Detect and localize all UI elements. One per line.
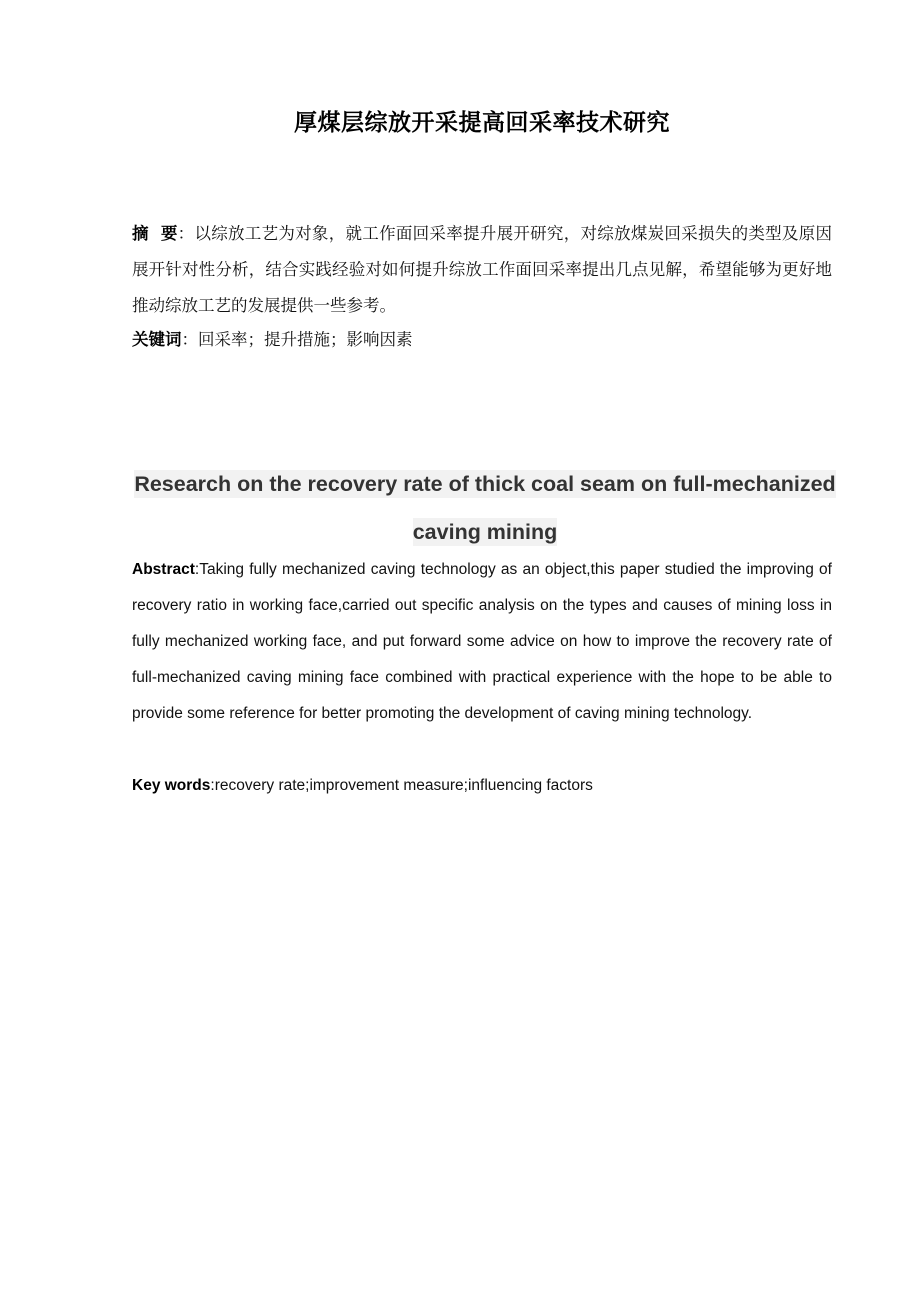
english-keywords (132, 768, 832, 804)
english-title (132, 460, 838, 556)
chinese-abstract-text: 以综放工艺为对象，就工作面回采率提升展开研究，对综放煤炭回采损失的类型及原因展开针对性分析，结合实践经验对如何提升综放工作面回采率提出几点见解，希望能够为更好地推动综放工艺的发展提供一些参考。 (132, 224, 833, 315)
chinese-title: 厚煤层综放开采提高回采率技术研究 (294, 110, 670, 136)
chinese-keywords-label: 关键词 (132, 330, 182, 349)
chinese-keywords-separator: ： (181, 330, 198, 349)
english-abstract-label: Abstract (132, 561, 195, 578)
english-title-line-1: Research on the recovery rate of thick coal seam on full-mechanized (134, 472, 836, 496)
english-keywords-text: :recovery rate;improvement measure;influencing factors (210, 777, 593, 794)
english-abstract-text: :Taking fully mechanized caving technology as an object,this paper studied the improving of recovery ratio in working face,carried out specific analysis on the types and causes of mining loss in fully mechanized working face, and put forward some advice on how to improve the recovery rate of full-mechanized caving mining face combined with practical experience with the hope to be able to provide some reference for better promoting the development of caving mining technology. (132, 561, 832, 722)
english-keywords-label: Key words (132, 777, 211, 794)
chinese-abstract-label: 摘 要 (132, 224, 178, 243)
english-abstract (132, 552, 832, 732)
english-title-line-2: caving mining (412, 520, 558, 544)
chinese-keywords (132, 322, 832, 358)
chinese-abstract (132, 216, 832, 324)
chinese-abstract-separator: ： (177, 224, 195, 243)
chinese-keywords-text: 回采率；提升措施；影响因素 (198, 330, 413, 349)
